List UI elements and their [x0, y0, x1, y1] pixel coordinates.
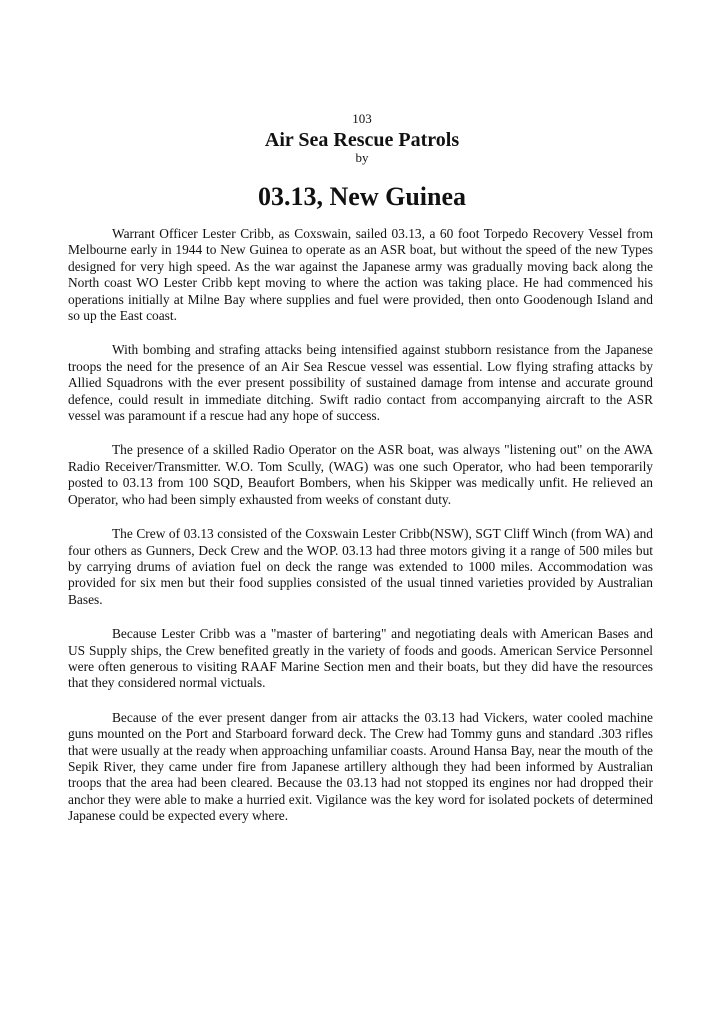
paragraph: The presence of a skilled Radio Operator on the ASR boat, was always "listening out" on the AWA Radio Receiver/Transmitter. W.O. Tom Scully, (WAG) was one such Operator, who had been temporarily posted to 03.13 from 100 SQD, Beaufort Bombers, when his Skipper was medically unfit. He relieved an Operator, who had been simply exhausted from weeks of constant duty. [68, 442, 653, 507]
paragraph: Because of the ever present danger from air attacks the 03.13 had Vickers, water cooled machine guns mounted on the Port and Starboard forward deck. The Crew had Tommy guns and standard .303 rifles that were usually at the ready when approaching unfamiliar coasts. Around Hansa Bay, near the mouth of the Sepik River, they came under fire from Japanese artillery although they had been informed by Australian troops that the area had been cleared. Because the 03.13 had not stopped its engines nor had dropped their anchor they were able to make a hurried exit. Vigilance was the key word for isolated pockets of determined Japanese could be expected every where. [68, 709, 653, 824]
paragraph: The Crew of 03.13 consisted of the Coxswain Lester Cribb(NSW), SGT Cliff Winch (from WA) and four others as Gunners, Deck Crew and the WOP. 03.13 had three motors giving it a range of 500 miles but by carrying drums of aviation fuel on deck the range was extended to 1000 miles. Accommodation was provided for six men but their food supplies consisted of the usual tinned varieties provided by Australian Bases. [68, 526, 653, 607]
paragraph: Because Lester Cribb was a "master of bartering" and negotiating deals with American Bases and US Supply ships, the Crew benefited greatly in the variety of foods and goods. American Service Personnel were often generous to visiting RAAF Marine Section men and their boats, but they did have the resources that they considered normal victuals. [68, 626, 653, 691]
paragraph: Warrant Officer Lester Cribb, as Coxswain, sailed 03.13, a 60 foot Torpedo Recovery Vessel from Melbourne early in 1944 to New Guinea to operate as an ASR boat, but without the speed of the new Types designed for very high speed. As the war against the Japanese army was gradually moving back along the North coast WO Lester Cribb kept moving to where the action was taking place. He had commenced his operations initially at Milne Bay where supplies and fuel were provided, then onto Goodenough Island and so up the East coast. [68, 226, 653, 324]
byline: by [355, 150, 369, 165]
article-subtitle: 03.13, New Guinea [258, 182, 466, 211]
article-title: Air Sea Rescue Patrols [264, 129, 460, 151]
paragraph: With bombing and strafing attacks being intensified against stubborn resistance from the Japanese troops the need for the presence of an Air Sea Rescue vessel was essential. Low flying strafing attacks by Allied Squadrons with the ever present possibility of sustained damage from intense and accurate ground defence, could result in immediate ditching. Swift radio contact from accompanying aircraft to the ASR vessel was paramount if a rescue had any hope of success. [68, 342, 653, 424]
article-body [68, 226, 653, 843]
page-number: 103 [352, 111, 372, 126]
